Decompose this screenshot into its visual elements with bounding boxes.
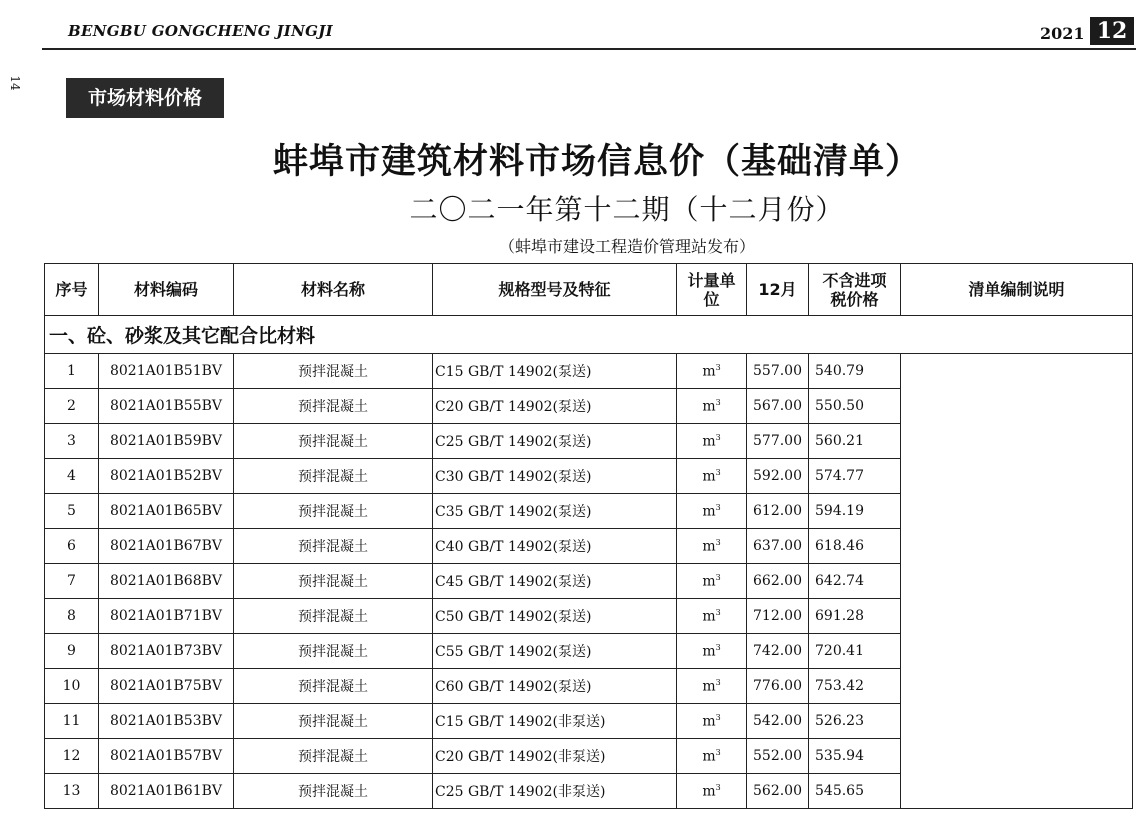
col-header-price-ex-tax: 不含进项税价格 — [809, 264, 901, 316]
row-name: 预拌混凝土 — [234, 389, 433, 424]
row-no: 5 — [45, 494, 99, 529]
row-no: 3 — [45, 424, 99, 459]
row-code: 8021A01B51BV — [99, 354, 234, 389]
row-spec: C15 GB/T 14902(非泵送) — [433, 704, 677, 739]
row-name: 预拌混凝土 — [234, 669, 433, 704]
row-unit — [677, 494, 747, 529]
row-no: 4 — [45, 459, 99, 494]
row-unit — [677, 669, 747, 704]
row-price-ex-tax: 618.46 — [809, 529, 901, 564]
row-unit — [677, 634, 747, 669]
row-price: 776.00 — [747, 669, 809, 704]
unit-symbol: m — [702, 538, 716, 555]
row-price-ex-tax: 720.41 — [809, 634, 901, 669]
row-spec: C20 GB/T 14902(非泵送) — [433, 739, 677, 774]
row-price-ex-tax: 550.50 — [809, 389, 901, 424]
row-name: 预拌混凝土 — [234, 494, 433, 529]
price-table — [44, 263, 1133, 809]
row-price-ex-tax: 574.77 — [809, 459, 901, 494]
row-price-ex-tax: 560.21 — [809, 424, 901, 459]
row-spec: C55 GB/T 14902(泵送) — [433, 634, 677, 669]
col-header-no: 序号 — [45, 264, 99, 316]
row-price: 612.00 — [747, 494, 809, 529]
table-header-row — [45, 264, 1133, 316]
row-spec: C40 GB/T 14902(泵送) — [433, 529, 677, 564]
col-header-spec: 规格型号及特征 — [433, 264, 677, 316]
unit-symbol: m — [702, 573, 716, 590]
row-unit — [677, 599, 747, 634]
row-unit — [677, 354, 747, 389]
row-unit — [677, 774, 747, 809]
row-no: 6 — [45, 529, 99, 564]
category-label: 一、砼、砂浆及其它配合比材料 — [45, 316, 1133, 354]
issue-year: 2021 — [1040, 24, 1085, 43]
row-code: 8021A01B53BV — [99, 704, 234, 739]
table-row — [45, 354, 1133, 389]
row-name: 预拌混凝土 — [234, 529, 433, 564]
row-code: 8021A01B52BV — [99, 459, 234, 494]
unit-superscript: 3 — [715, 607, 721, 617]
row-code: 8021A01B55BV — [99, 389, 234, 424]
unit-symbol: m — [702, 713, 716, 730]
document-subtitle: 二〇二一年第十二期（十二月份） — [409, 193, 845, 226]
col-header-code: 材料编码 — [99, 264, 234, 316]
row-spec: C20 GB/T 14902(泵送) — [433, 389, 677, 424]
col-header-notes: 清单编制说明 — [901, 264, 1133, 316]
unit-superscript: 3 — [715, 642, 721, 652]
row-spec: C25 GB/T 14902(泵送) — [433, 424, 677, 459]
row-unit — [677, 704, 747, 739]
row-unit — [677, 389, 747, 424]
row-unit — [677, 424, 747, 459]
row-code: 8021A01B68BV — [99, 564, 234, 599]
publisher-line: （蚌埠市建设工程造价管理站发布） — [498, 237, 755, 256]
row-code: 8021A01B57BV — [99, 739, 234, 774]
unit-superscript: 3 — [715, 467, 721, 477]
row-code: 8021A01B67BV — [99, 529, 234, 564]
row-no: 7 — [45, 564, 99, 599]
row-price-ex-tax: 540.79 — [809, 354, 901, 389]
row-no: 1 — [45, 354, 99, 389]
col-header-month-price: 12月 — [747, 264, 809, 316]
journal-title: BENGBU GONGCHENG JINGJI — [68, 22, 333, 40]
row-price: 742.00 — [747, 634, 809, 669]
unit-superscript: 3 — [715, 782, 721, 792]
unit-symbol: m — [702, 503, 716, 520]
unit-symbol: m — [702, 468, 716, 485]
row-price: 552.00 — [747, 739, 809, 774]
row-name: 预拌混凝土 — [234, 704, 433, 739]
row-name: 预拌混凝土 — [234, 424, 433, 459]
row-price-ex-tax: 642.74 — [809, 564, 901, 599]
notes-cell — [901, 354, 1133, 809]
row-code: 8021A01B59BV — [99, 424, 234, 459]
unit-superscript: 3 — [715, 397, 721, 407]
header-divider — [42, 48, 1136, 50]
section-badge: 市场材料价格 — [66, 78, 224, 118]
row-name: 预拌混凝土 — [234, 634, 433, 669]
row-name: 预拌混凝土 — [234, 564, 433, 599]
row-price-ex-tax: 691.28 — [809, 599, 901, 634]
row-code: 8021A01B73BV — [99, 634, 234, 669]
row-price: 577.00 — [747, 424, 809, 459]
row-price-ex-tax: 526.23 — [809, 704, 901, 739]
row-unit — [677, 459, 747, 494]
unit-superscript: 3 — [715, 677, 721, 687]
row-code: 8021A01B61BV — [99, 774, 234, 809]
unit-superscript: 3 — [715, 747, 721, 757]
unit-superscript: 3 — [715, 712, 721, 722]
row-name: 预拌混凝土 — [234, 599, 433, 634]
row-price: 557.00 — [747, 354, 809, 389]
row-spec: C45 GB/T 14902(泵送) — [433, 564, 677, 599]
row-code: 8021A01B71BV — [99, 599, 234, 634]
unit-symbol: m — [702, 678, 716, 695]
row-name: 预拌混凝土 — [234, 774, 433, 809]
row-no: 12 — [45, 739, 99, 774]
row-no: 11 — [45, 704, 99, 739]
row-unit — [677, 529, 747, 564]
row-code: 8021A01B65BV — [99, 494, 234, 529]
row-name: 预拌混凝土 — [234, 739, 433, 774]
document-title: 蚌埠市建筑材料市场信息价（基础清单） — [272, 141, 921, 182]
row-price: 567.00 — [747, 389, 809, 424]
unit-symbol: m — [702, 748, 716, 765]
col-header-name: 材料名称 — [234, 264, 433, 316]
col-header-unit: 计量单位 — [677, 264, 747, 316]
row-spec: C30 GB/T 14902(泵送) — [433, 459, 677, 494]
unit-superscript: 3 — [715, 362, 721, 372]
unit-symbol: m — [702, 783, 716, 800]
row-price: 662.00 — [747, 564, 809, 599]
row-price: 592.00 — [747, 459, 809, 494]
unit-symbol: m — [702, 433, 716, 450]
unit-superscript: 3 — [715, 432, 721, 442]
row-spec: C35 GB/T 14902(泵送) — [433, 494, 677, 529]
row-no: 9 — [45, 634, 99, 669]
row-price: 637.00 — [747, 529, 809, 564]
row-unit — [677, 564, 747, 599]
unit-superscript: 3 — [715, 572, 721, 582]
row-price-ex-tax: 545.65 — [809, 774, 901, 809]
row-price-ex-tax: 535.94 — [809, 739, 901, 774]
row-price-ex-tax: 753.42 — [809, 669, 901, 704]
row-no: 2 — [45, 389, 99, 424]
row-no: 8 — [45, 599, 99, 634]
row-name: 预拌混凝土 — [234, 354, 433, 389]
unit-symbol: m — [702, 608, 716, 625]
row-no: 13 — [45, 774, 99, 809]
unit-symbol: m — [702, 363, 716, 380]
row-price: 542.00 — [747, 704, 809, 739]
row-code: 8021A01B75BV — [99, 669, 234, 704]
unit-superscript: 3 — [715, 537, 721, 547]
row-price: 562.00 — [747, 774, 809, 809]
row-no: 10 — [45, 669, 99, 704]
row-spec: C60 GB/T 14902(泵送) — [433, 669, 677, 704]
row-price-ex-tax: 594.19 — [809, 494, 901, 529]
category-row — [45, 316, 1133, 354]
row-spec: C50 GB/T 14902(泵送) — [433, 599, 677, 634]
unit-superscript: 3 — [715, 502, 721, 512]
row-price: 712.00 — [747, 599, 809, 634]
page-number: 14 — [8, 75, 22, 91]
row-spec: C25 GB/T 14902(非泵送) — [433, 774, 677, 809]
row-name: 预拌混凝土 — [234, 459, 433, 494]
unit-symbol: m — [702, 643, 716, 660]
row-unit — [677, 739, 747, 774]
issue-number-badge: 12 — [1090, 17, 1134, 45]
row-spec: C15 GB/T 14902(泵送) — [433, 354, 677, 389]
unit-symbol: m — [702, 398, 716, 415]
